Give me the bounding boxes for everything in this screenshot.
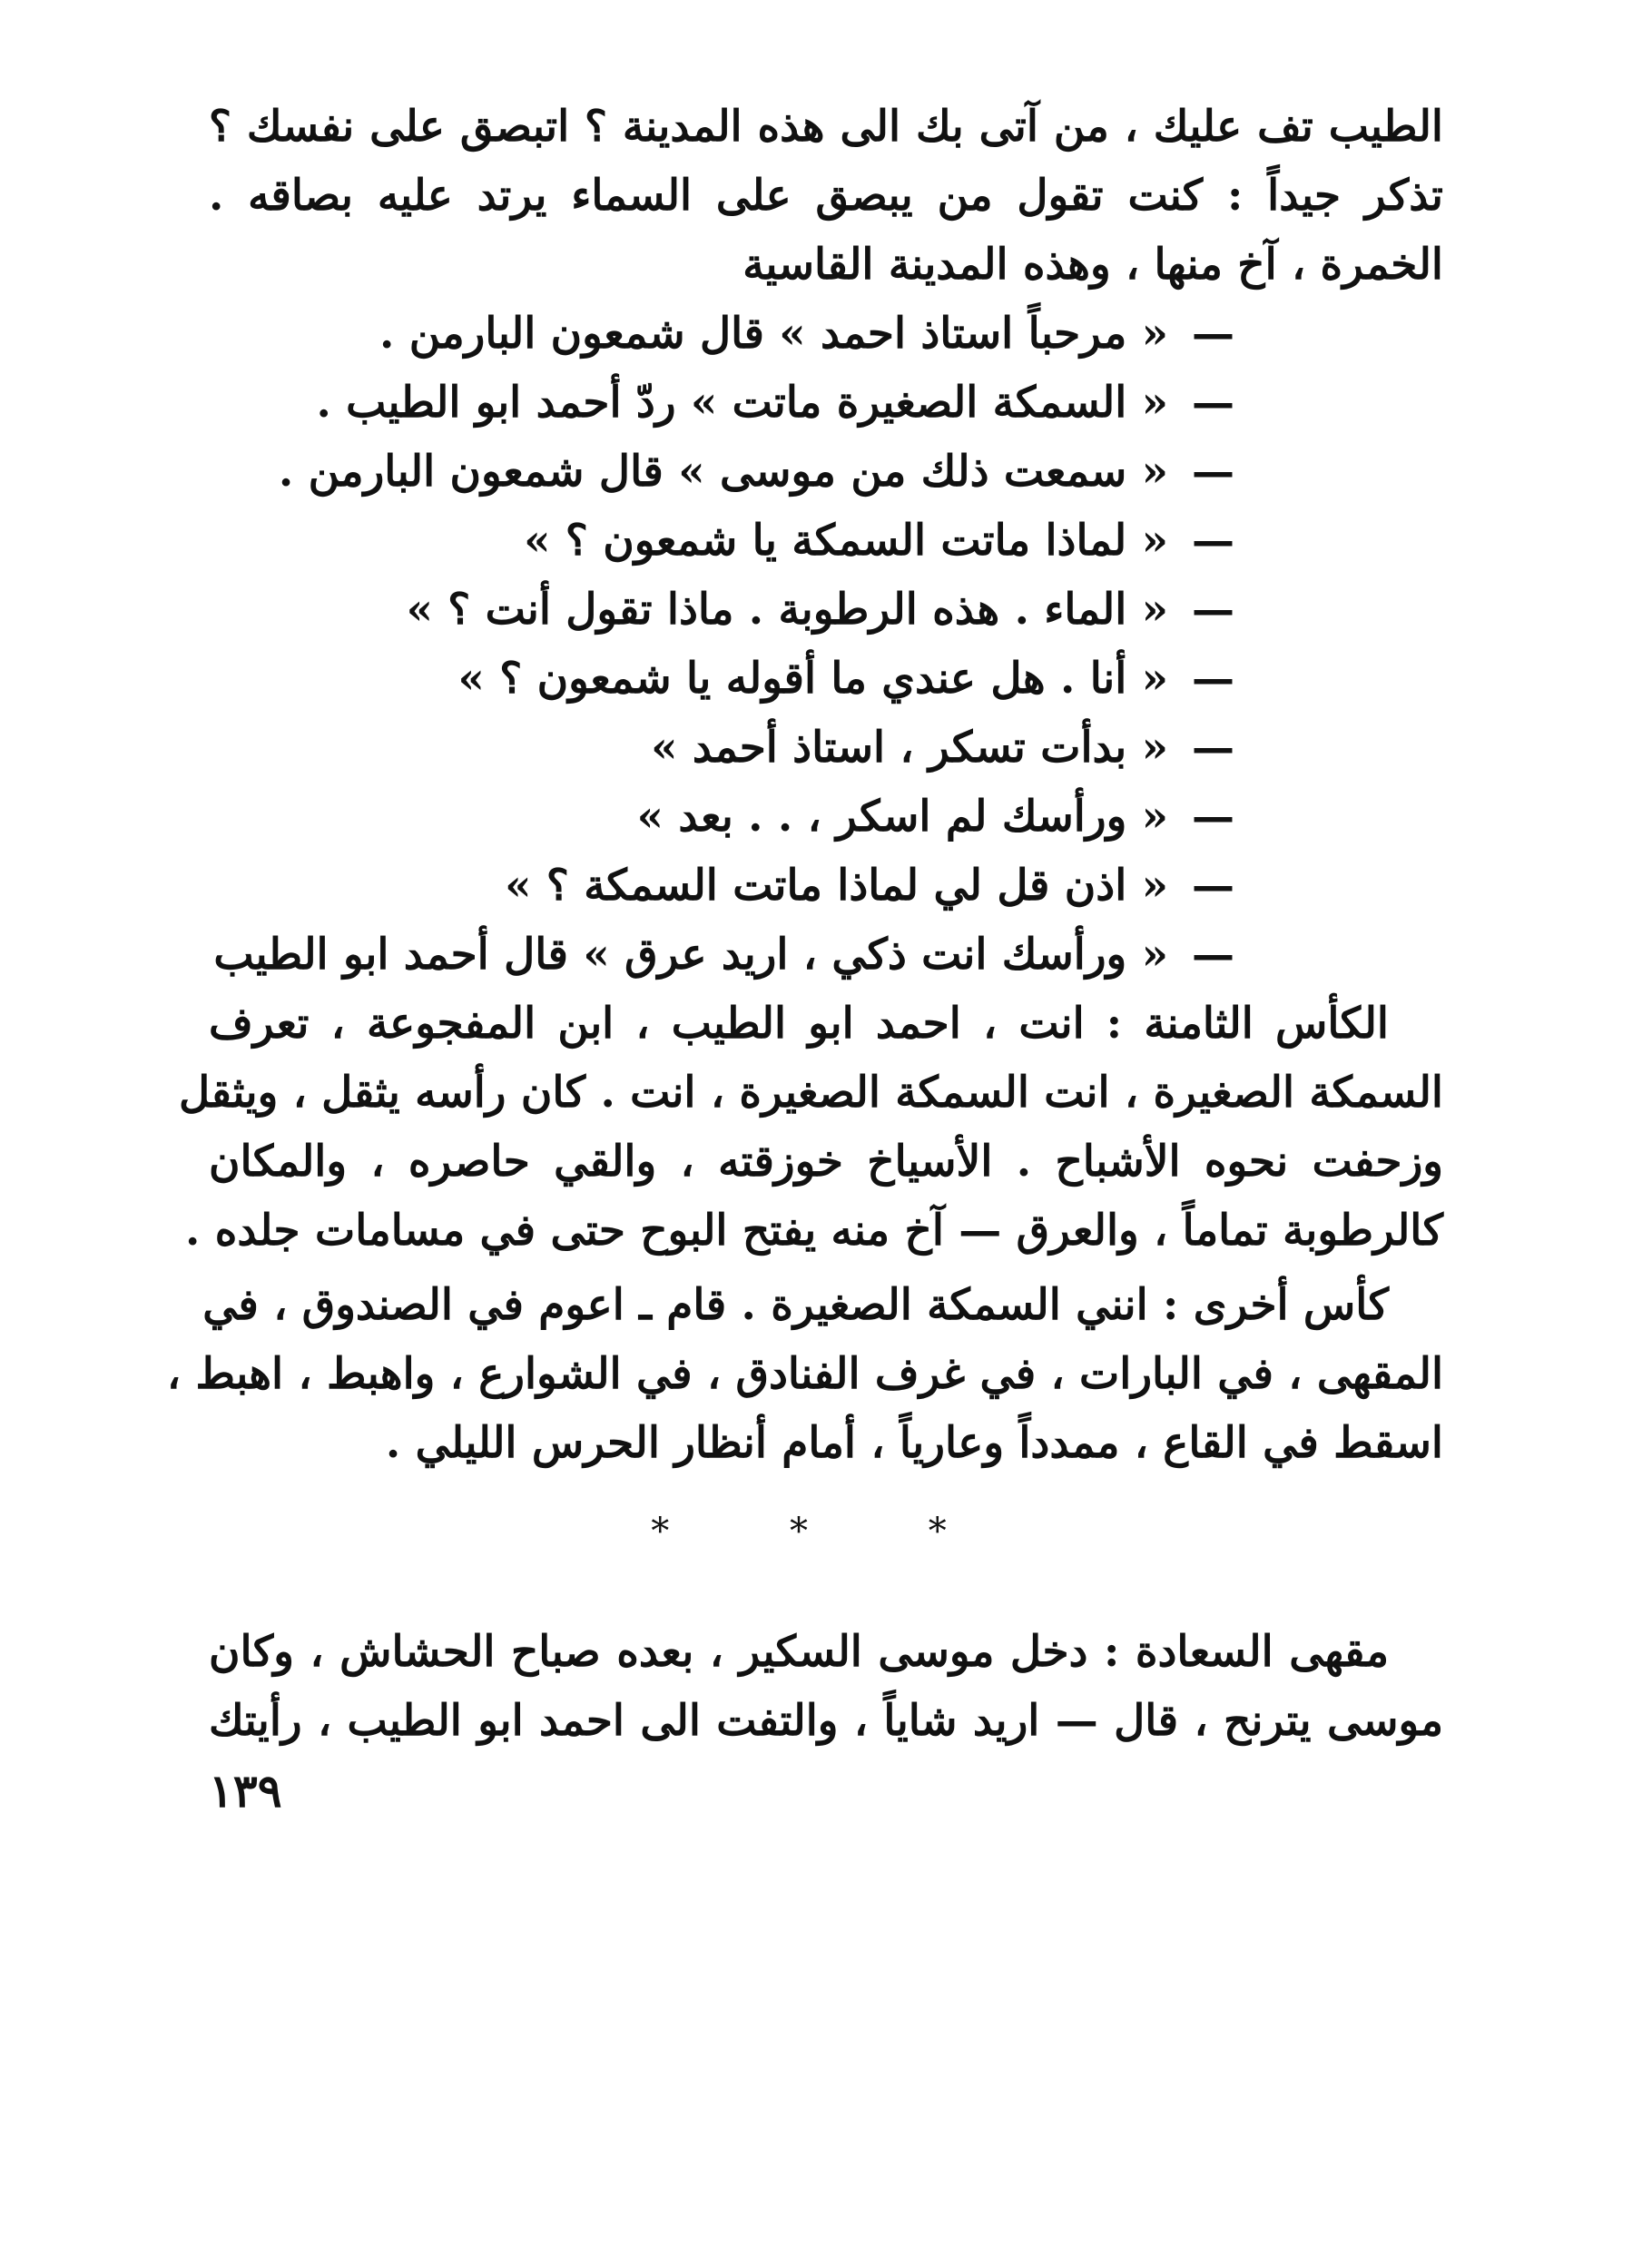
dialogue-text: « ورأسك انت ذكي ، اريد عرق » قال أحمد ابو الطيب [213,930,1168,980]
dialogue-dash: — [1192,861,1234,911]
dialogue-text: « لماذا ماتت السمكة يا شمعون ؟ » [524,516,1168,566]
dialogue-dash: — [1192,654,1234,704]
dialogue-line [524,509,1234,573]
text-line: تذكر جيداً : كنت تقول من يبصق على السماء يرتد عليه بصاقه . [209,171,1443,221]
dialogue-dash: — [1192,585,1234,635]
text-line: كأس أخرى : انني السمكة الصغيرة . قام ـ اعوم في الصندوق ، في [202,1280,1389,1330]
dialogue-line [505,854,1234,918]
dialogue-text: « سمعت ذلك من موسى » قال شمعون البارمن . [278,447,1168,497]
text-line: الطيب تف عليك ، من آتى بك الى هذه المدينة ؟ اتبصق على نفسك ؟ [209,102,1443,152]
dialogue-line [651,716,1234,780]
dialogue-text: « بدأت تسكر ، استاذ أحمد » [651,723,1168,773]
dialogue-dash: — [1192,309,1234,359]
dialogue-dash: — [1192,378,1234,428]
text-line: موسى يترنح ، قال — اريد شاياً ، والتفت الى احمد ابو الطيب ، رأيتك [209,1696,1443,1746]
text-line: اسقط في القاع ، ممدداً وعارياً ، أمام أنظار الحرس الليلي . [385,1418,1443,1468]
dialogue-dash: — [1192,723,1234,773]
dialogue-line [316,371,1234,435]
dialogue-line [379,302,1234,366]
text-line: المقهى ، في البارات ، في غرف الفنادق ، في الشوارع ، واهبط ، اهبط ، [166,1349,1443,1399]
dialogue-line [213,923,1234,987]
page-number: ١٣٩ [209,1764,282,1818]
text-line: السمكة الصغيرة ، انت السمكة الصغيرة ، انت . كان رأسه يثقل ، ويثقل [178,1068,1443,1118]
dialogue-line [458,647,1234,711]
dialogue-text: « الماء . هذه الرطوبة . ماذا تقول أنت ؟ » [406,585,1168,635]
text-line: الكأس الثامنة : انت ، احمد ابو الطيب ، ابن المفجوعة ، تعرف [209,999,1389,1049]
text-line: الخمرة ، آخ منها ، وهذه المدينة القاسية [742,240,1443,290]
book-page [166,95,1443,2211]
text-line: مقهى السعادة : دخل موسى السكير ، بعده صباح الحشاش ، وكان [209,1627,1389,1677]
dialogue-line [407,578,1234,642]
dialogue-text: « السمكة الصغيرة ماتت » ردّ أحمد ابو الطيب . [316,378,1168,428]
dialogue-text: « اذن قل لي لماذا ماتت السمكة ؟ » [505,861,1168,911]
dialogue-line [279,440,1234,504]
dialogue-dash: — [1192,930,1234,980]
dialogue-line [637,785,1234,849]
text-line: كالرطوبة تماماً ، والعرق — آخ منه يفتح البوح حتى في مسامات جلده . [184,1206,1443,1256]
dialogue-text: « أنا . هل عندي ما أقوله يا شمعون ؟ » [457,654,1168,704]
dialogue-dash: — [1192,516,1234,566]
text-line: وزحفت نحوه الأشباح . الأسياخ خوزقته ، والقي حاصره ، والمكان [209,1137,1443,1187]
dialogue-text: « مرحباً استاذ احمد » قال شمعون البارمن . [379,309,1168,359]
section-separator: * * * [651,1511,1001,1552]
dialogue-text: « ورأسك لم اسكر ، . . بعد » [636,792,1168,842]
dialogue-dash: — [1192,447,1234,497]
dialogue-dash: — [1192,792,1234,842]
